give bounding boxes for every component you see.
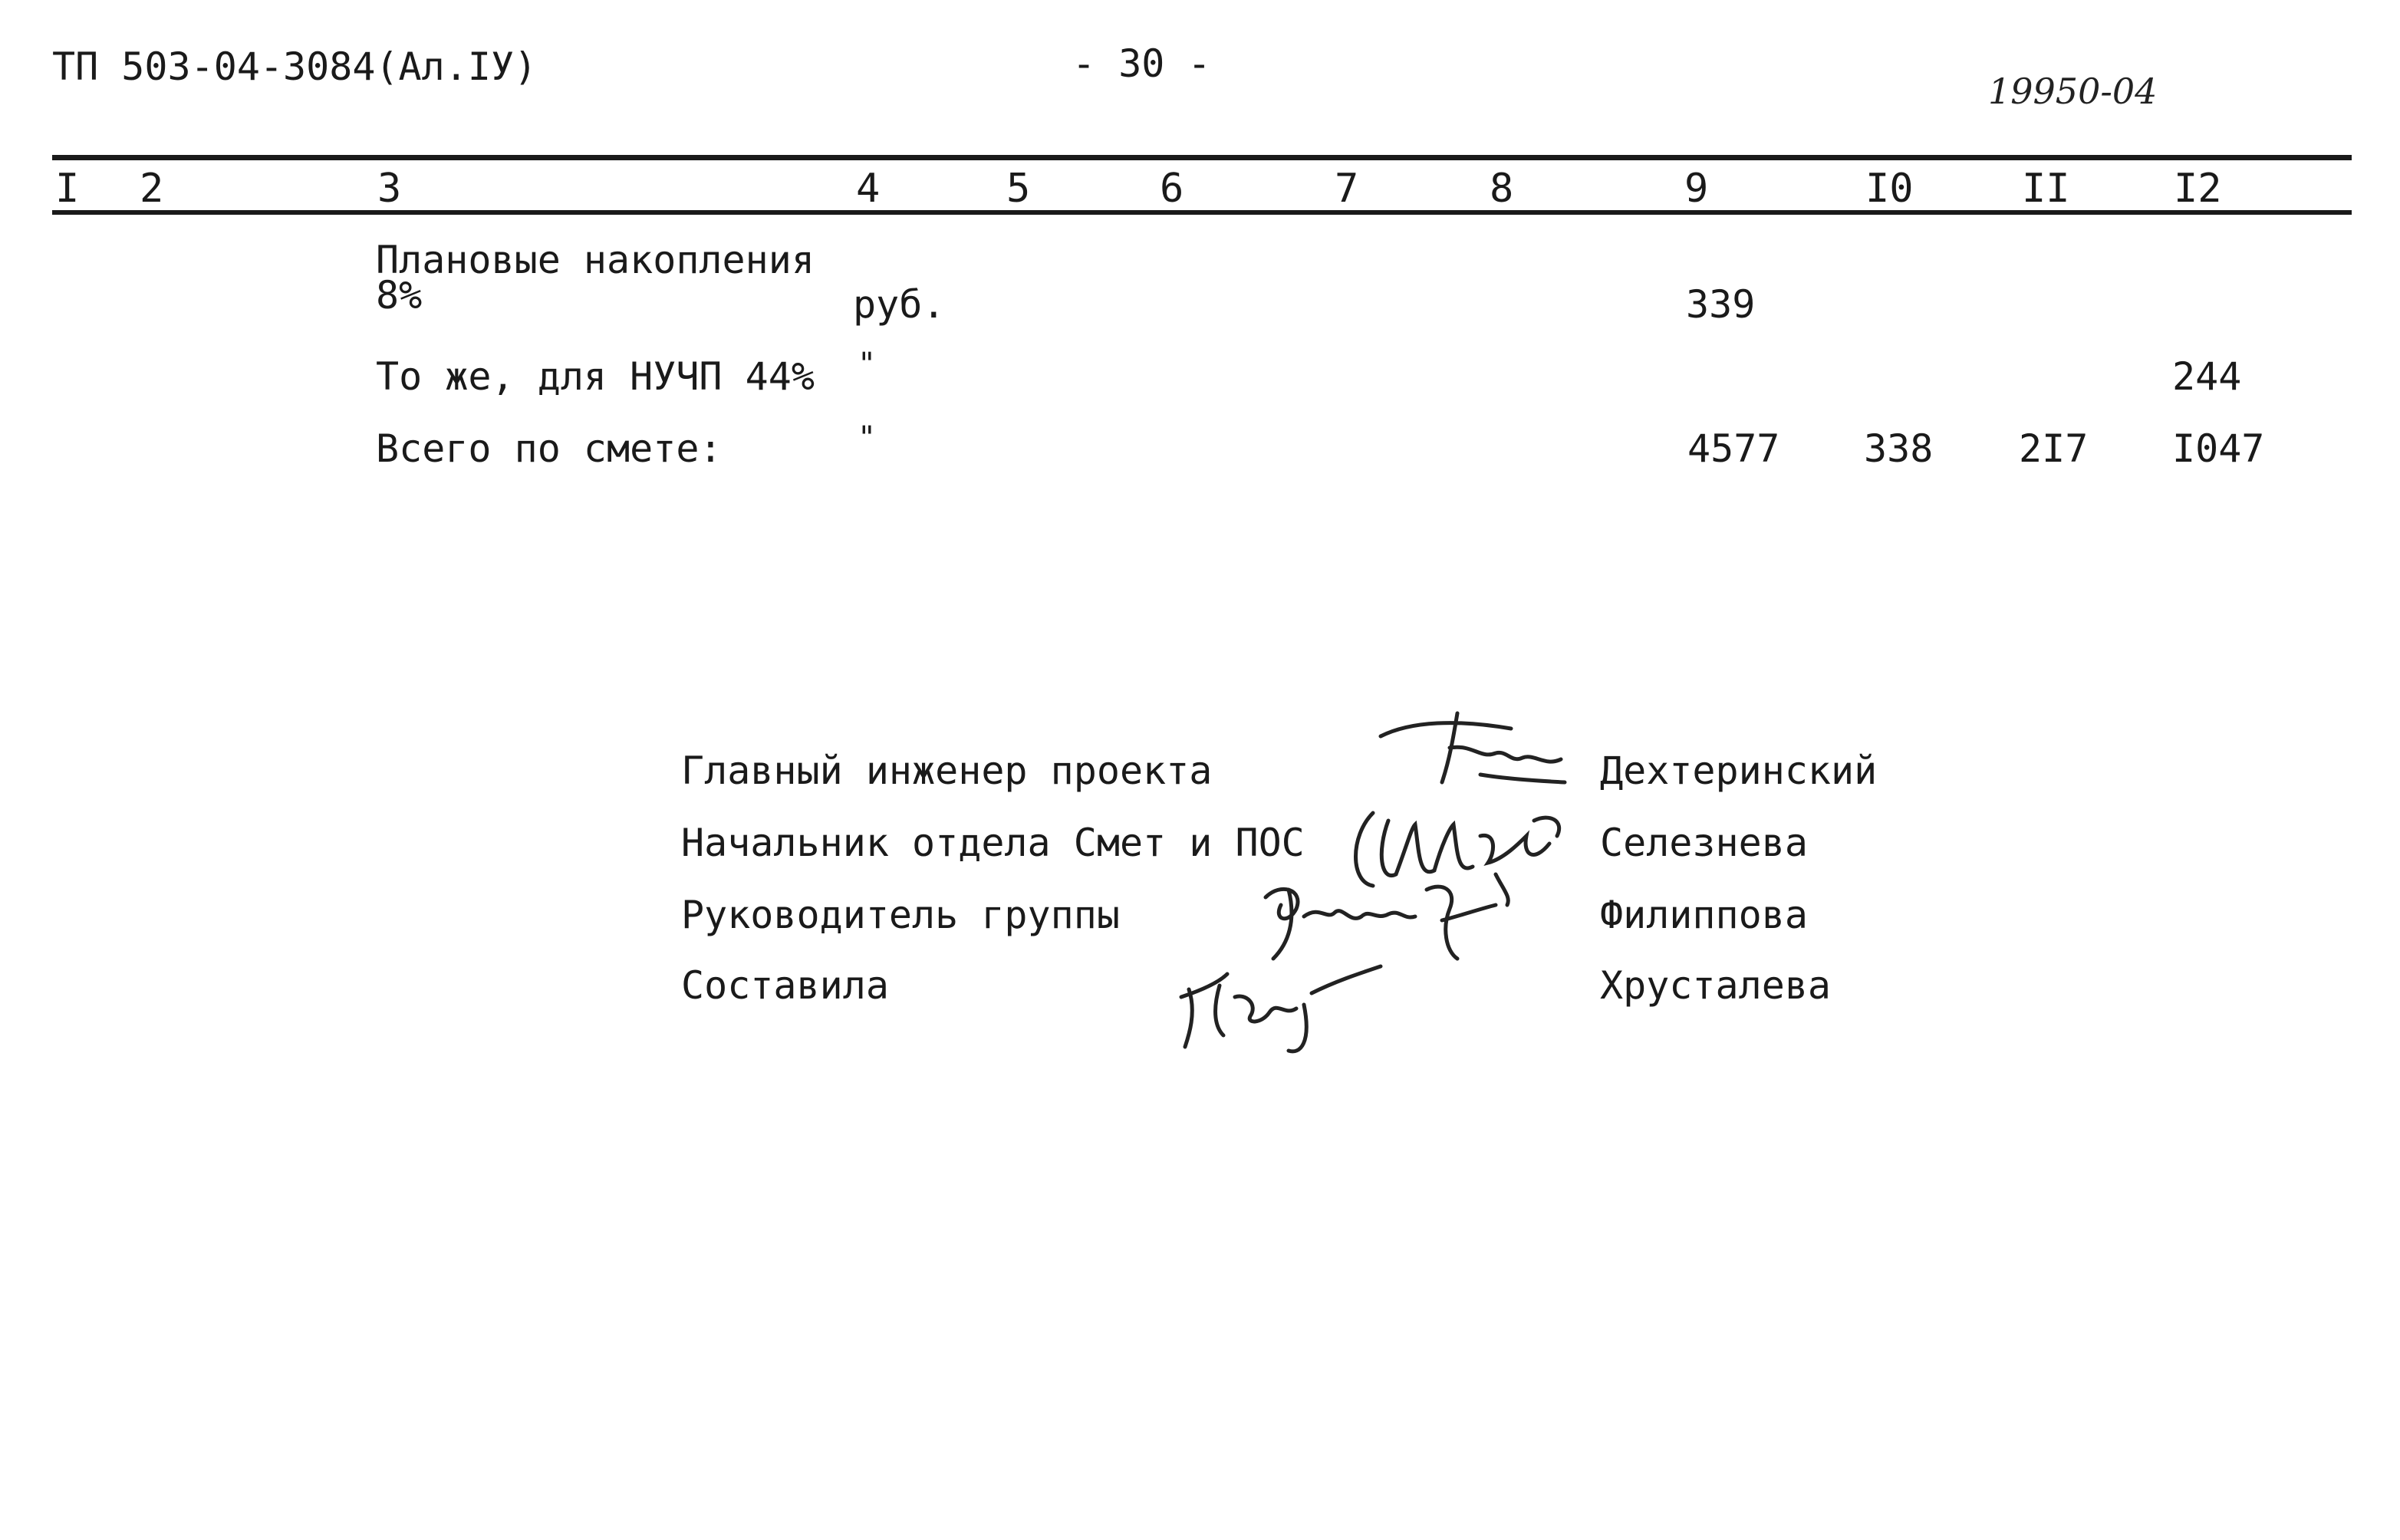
column-number: 4 (856, 166, 881, 212)
column-number: 3 (377, 166, 402, 212)
cell-col10: 338 (1864, 426, 1934, 471)
row-name-line: Плановые накопления (376, 238, 815, 282)
cell-col12: I047 (2172, 426, 2265, 471)
column-number: II (2022, 166, 2070, 212)
signature-name: Дехтеринский (1600, 749, 1878, 793)
inventory-number: 19950-04 (1988, 71, 2158, 112)
cell-col12: 244 (2172, 354, 2242, 399)
column-number: I2 (2174, 166, 2222, 212)
table-top-rule (52, 155, 2352, 160)
signature-name: Хрусталева (1600, 963, 1832, 1008)
column-number: 7 (1335, 166, 1359, 212)
cell-col9: 4577 (1687, 426, 1780, 471)
column-number: 2 (140, 166, 164, 212)
column-number: 5 (1006, 166, 1031, 212)
handwritten-signature (1174, 951, 1404, 1058)
row-unit: " (858, 347, 877, 382)
row-name: Всего по смете: (376, 426, 723, 471)
column-number: 8 (1490, 166, 1514, 212)
document-code: ТП 503-04-3084(Ал.IУ) (52, 44, 538, 89)
signature-name: Филиппова (1600, 893, 1808, 937)
column-number: I0 (1865, 166, 1914, 212)
signature-role: Составила (681, 963, 889, 1008)
column-number: 9 (1684, 166, 1709, 212)
cell-col11: 2I7 (2019, 426, 2089, 471)
signature-role: Начальник отдела Смет и ПОС (681, 821, 1305, 865)
row-name-line: 8% (376, 273, 423, 318)
column-number: I (55, 166, 80, 212)
row-unit: руб. (853, 282, 946, 327)
page-number: - 30 - (1072, 41, 1211, 86)
column-number: 6 (1160, 166, 1184, 212)
signature-role: Руководитель группы (681, 893, 1120, 937)
row-name (376, 238, 815, 318)
signature-name: Селезнева (1600, 821, 1808, 865)
row-unit: " (858, 420, 877, 456)
signature-role: Главный инженер проекта (681, 749, 1213, 793)
cell-col9: 339 (1686, 282, 1756, 327)
row-name: То же, для НУЧП 44% (376, 354, 815, 399)
